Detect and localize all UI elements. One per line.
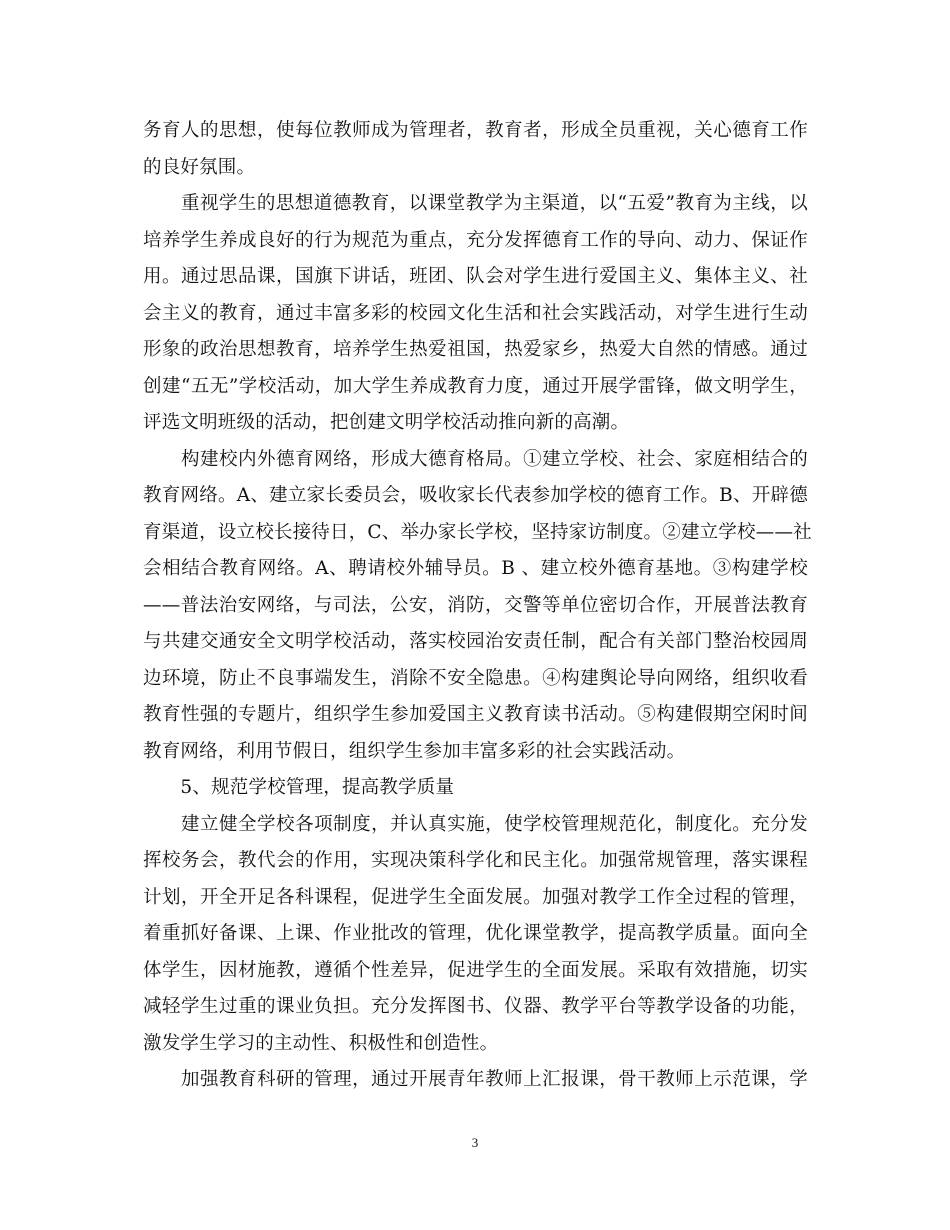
text-line: 边环境，防止不良事端发生，消除不安全隐患。④构建舆论导向网络，组织收看 — [143, 667, 808, 689]
text-line: 计划，开全开足各科课程，促进学生全面发展。加强对教学工作全过程的管理， — [143, 886, 808, 908]
text-line: 着重抓好备课、上课、作业批改的管理，优化课堂教学，提高教学质量。面向全 — [143, 923, 808, 944]
text-line: 教育网络，利用节假日，组织学生参加丰富多彩的社会实践活动。 — [143, 740, 686, 762]
text-line: 激发学生学习的主动性、积极性和创造性。 — [143, 1032, 499, 1054]
text-line: 建立健全学校各项制度，并认真实施，使学校管理规范化，制度化。充分发 — [143, 813, 808, 835]
text-line: 挥校务会，教代会的作用，实现决策科学化和民主化。加强常规管理，落实课程 — [143, 850, 808, 871]
text-line: 培养学生养成良好的行为规范为重点，充分发挥德育工作的导向、动力、保证作 — [143, 229, 808, 251]
text-line: 会相结合教育网络。A、聘请校外辅导员。B 、建立校外德育基地。③构建学校 — [143, 558, 808, 579]
section-heading: 5、规范学校管理，提高教学质量 — [143, 777, 455, 798]
text-line: 形象的政治思想教育，培养学生热爱祖国，热爱家乡，热爱大自然的情感。通过 — [143, 339, 808, 360]
text-line: 会主义的教育，通过丰富多彩的校园文化生活和社会实践活动，对学生进行生动 — [143, 302, 808, 324]
page-number: 3 — [471, 1135, 479, 1150]
text-line: 构建校内外德育网络，形成大德育格局。①建立学校、社会、家庭相结合的 — [143, 448, 808, 470]
text-line: 育渠道，设立校长接待日，C、举办家长学校，坚持家访制度。②建立学校——社 — [143, 521, 812, 543]
text-line: 与共建交通安全文明学校活动，落实校园治安责任制，配合有关部门整治校园周 — [143, 631, 808, 652]
text-line: 减轻学生过重的课业负担。充分发挥图书、仪器、教学平台等教学设备的功能， — [143, 996, 808, 1017]
text-line: 体学生，因材施教，遵循个性差异，促进学生的全面发展。采取有效措施，切实 — [143, 959, 808, 981]
body-text — [143, 113, 812, 1099]
text-line: 加强教育科研的管理，通过开展青年教师上汇报课，骨干教师上示范课，学 — [143, 1069, 808, 1090]
text-line: 创建“五无”学校活动，加大学生养成教育力度，通过开展学雷锋，做文明学生， — [143, 375, 808, 397]
text-line: 评选文明班级的活动，把创建文明学校活动推向新的高潮。 — [143, 412, 630, 433]
text-line: 务育人的思想，使每位教师成为管理者，教育者，形成全员重视，关心德育工作 — [143, 120, 808, 141]
text-line: 重视学生的思想道德教育，以课堂教学为主渠道，以“五爱”教育为主线，以 — [143, 193, 808, 214]
text-line: ——普法治安网络，与司法，公安，消防，交警等单位密切合作，开展普法教育 — [143, 594, 808, 616]
text-line: 的良好氛围。 — [143, 156, 256, 178]
text-line: 用。通过思品课，国旗下讲话，班团、队会对学生进行爱国主义、集体主义、社 — [143, 266, 808, 287]
text-line: 教育性强的专题片，组织学生参加爱国主义教育读书活动。⑤构建假期空闲时间 — [143, 704, 808, 725]
text-line: 教育网络。A、建立家长委员会，吸收家长代表参加学校的德育工作。B、开辟德 — [143, 485, 808, 506]
